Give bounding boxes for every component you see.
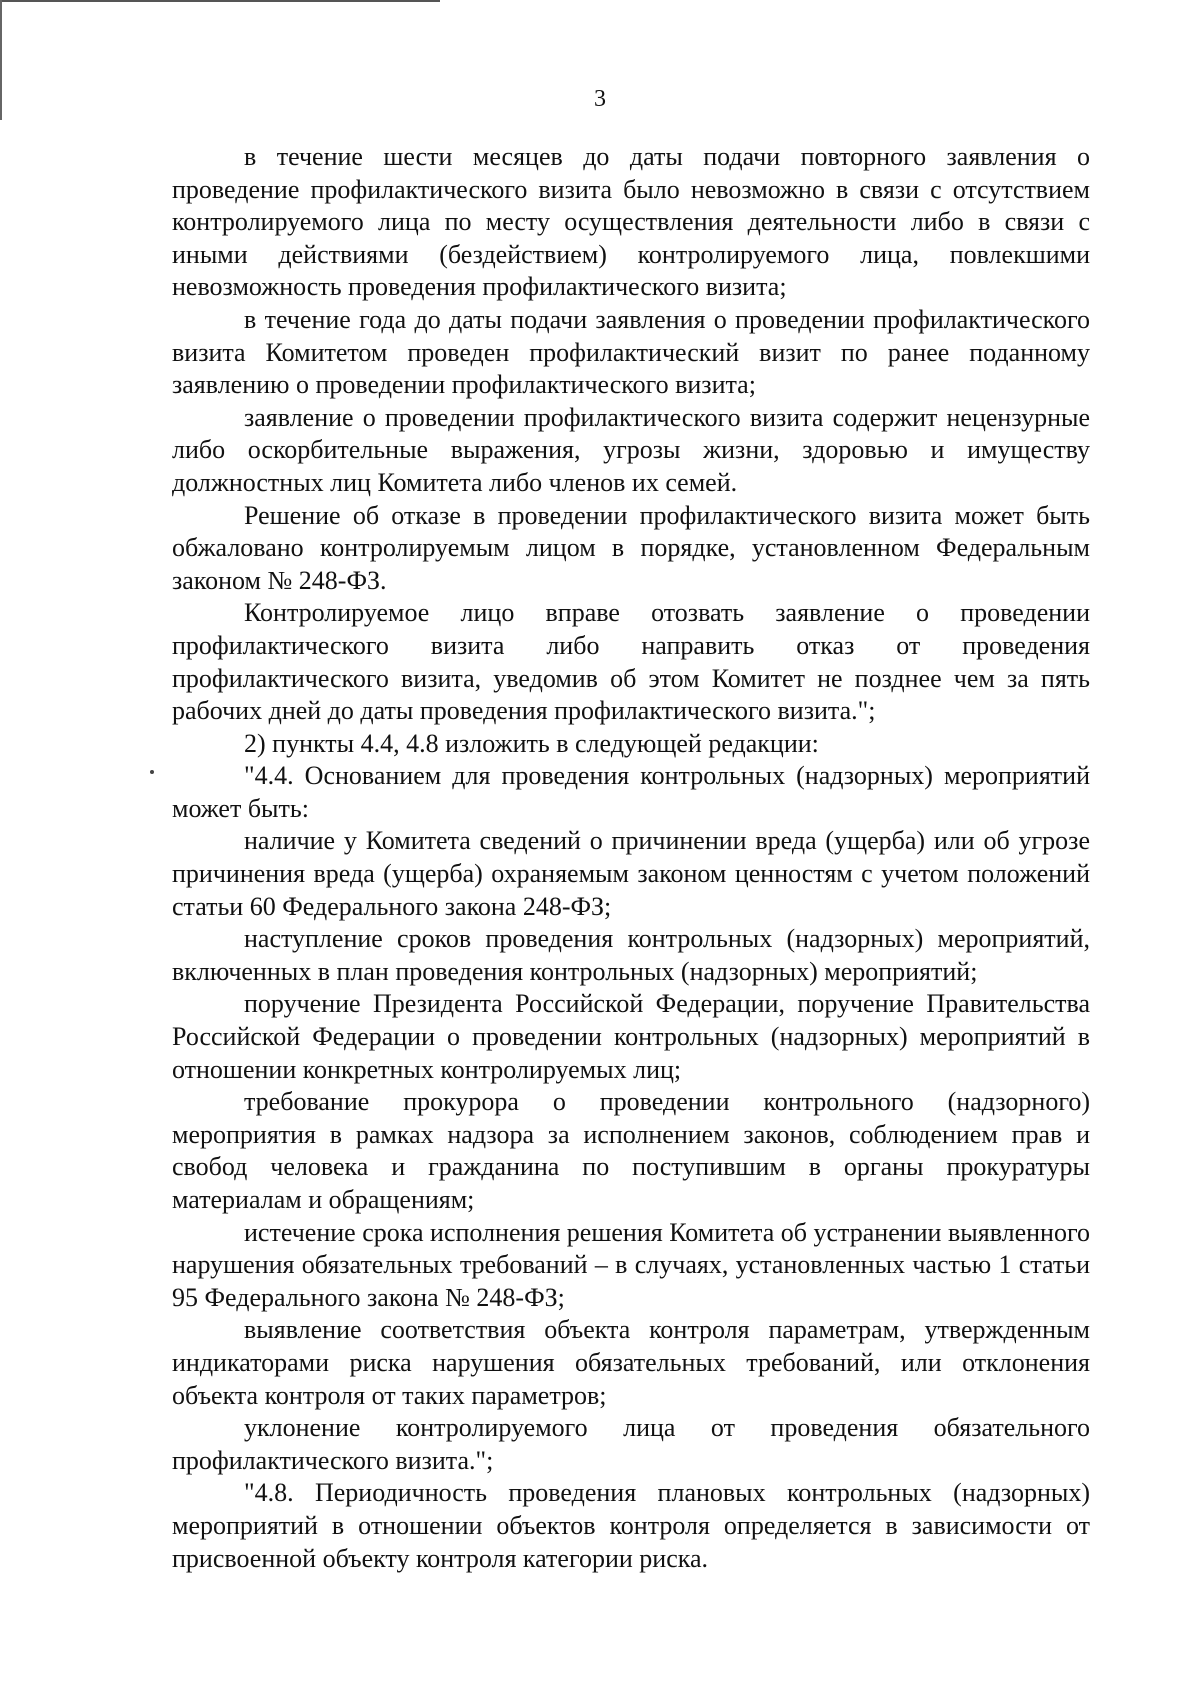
paragraph: в течение года до даты подачи заявления о проведении профилактического визита Комитетом проведен профилактический визит по ранее поданному заявлению о проведении профилактического визита; [172, 304, 1090, 400]
paragraph: истечение срока исполнения решения Комитета об устранении выявленного нарушения обязательных требований – в случаях, установленных частью 1 статьи 95 Федерального закона № 248-ФЗ; [172, 1217, 1090, 1312]
page-number: 3 [594, 86, 606, 112]
paragraph: требование прокурора о проведении контрольного (надзорного) мероприятия в рамках надзора за исполнением законов, соблюдением прав и свобод человека и гражданина по поступившим в органы прокуратуры материалам и обращениям; [172, 1087, 1090, 1214]
paragraph: "4.4. Основанием для проведения контрольных (надзорных) мероприятий может быть: [172, 761, 1090, 823]
paragraph: 2) пункты 4.4, 4.8 изложить в следующей редакции: [244, 728, 819, 758]
paragraph: наличие у Комитета сведений о причинении вреда (ущерба) или об угрозе причинения вреда (ущерба) охраняемым законом ценностям с учетом положений статьи 60 Федерального закона 248-ФЗ; [172, 826, 1090, 921]
paragraph: "4.8. Периодичность проведения плановых контрольных (надзорных) мероприятий в отношении объектов контроля определяется в зависимости от присвоенной объекту контроля категории риска. [172, 1478, 1090, 1573]
paragraph: Контролируемое лицо вправе отозвать заявление о проведении профилактического визита либо направить отказ от проведения профилактического визита, уведомив об этом Комитет не позднее чем за пять рабочих дней до даты проведения профилактического визита."; [172, 598, 1090, 726]
paragraph: в течение шести месяцев до даты подачи повторного заявления о проведение профилактического визита было невозможно в связи с отсутствием контролируемого лица по месту осуществления деятельности либо в связи с иными действиями (бездействием) контролируемого лица, повлекшими невозможность проведения профилактического визита; [172, 142, 1090, 302]
paragraph: заявление о проведении профилактического визита содержит нецензурные либо оскорбительные выражения, угрозы жизни, здоровью и имуществу должностных лиц Комитета либо членов их семей. [172, 402, 1090, 497]
scan-speck [150, 770, 154, 774]
paragraph: Решение об отказе в проведении профилактического визита может быть обжаловано контролируемым лицом в порядке, установленном Федеральным законом № 248-ФЗ. [172, 500, 1090, 595]
scan-edge-line [0, 0, 440, 2]
paragraph: наступление сроков проведения контрольных (надзорных) мероприятий, включенных в план проведения контрольных (надзорных) мероприятий; [172, 924, 1090, 986]
paragraph: уклонение контролируемого лица от проведения обязательного профилактического визита."; [172, 1413, 1090, 1475]
paragraph: поручение Президента Российской Федерации, поручение Правительства Российской Федерации о проведении контрольных (надзорных) мероприятий в отношении конкретных контролируемых лиц; [172, 989, 1090, 1084]
document-body [172, 141, 1090, 1575]
paragraph: выявление соответствия объекта контроля параметрам, утвержденным индикаторами риска нарушения обязательных требований, или отклонения объекта контроля от таких параметров; [172, 1315, 1090, 1410]
